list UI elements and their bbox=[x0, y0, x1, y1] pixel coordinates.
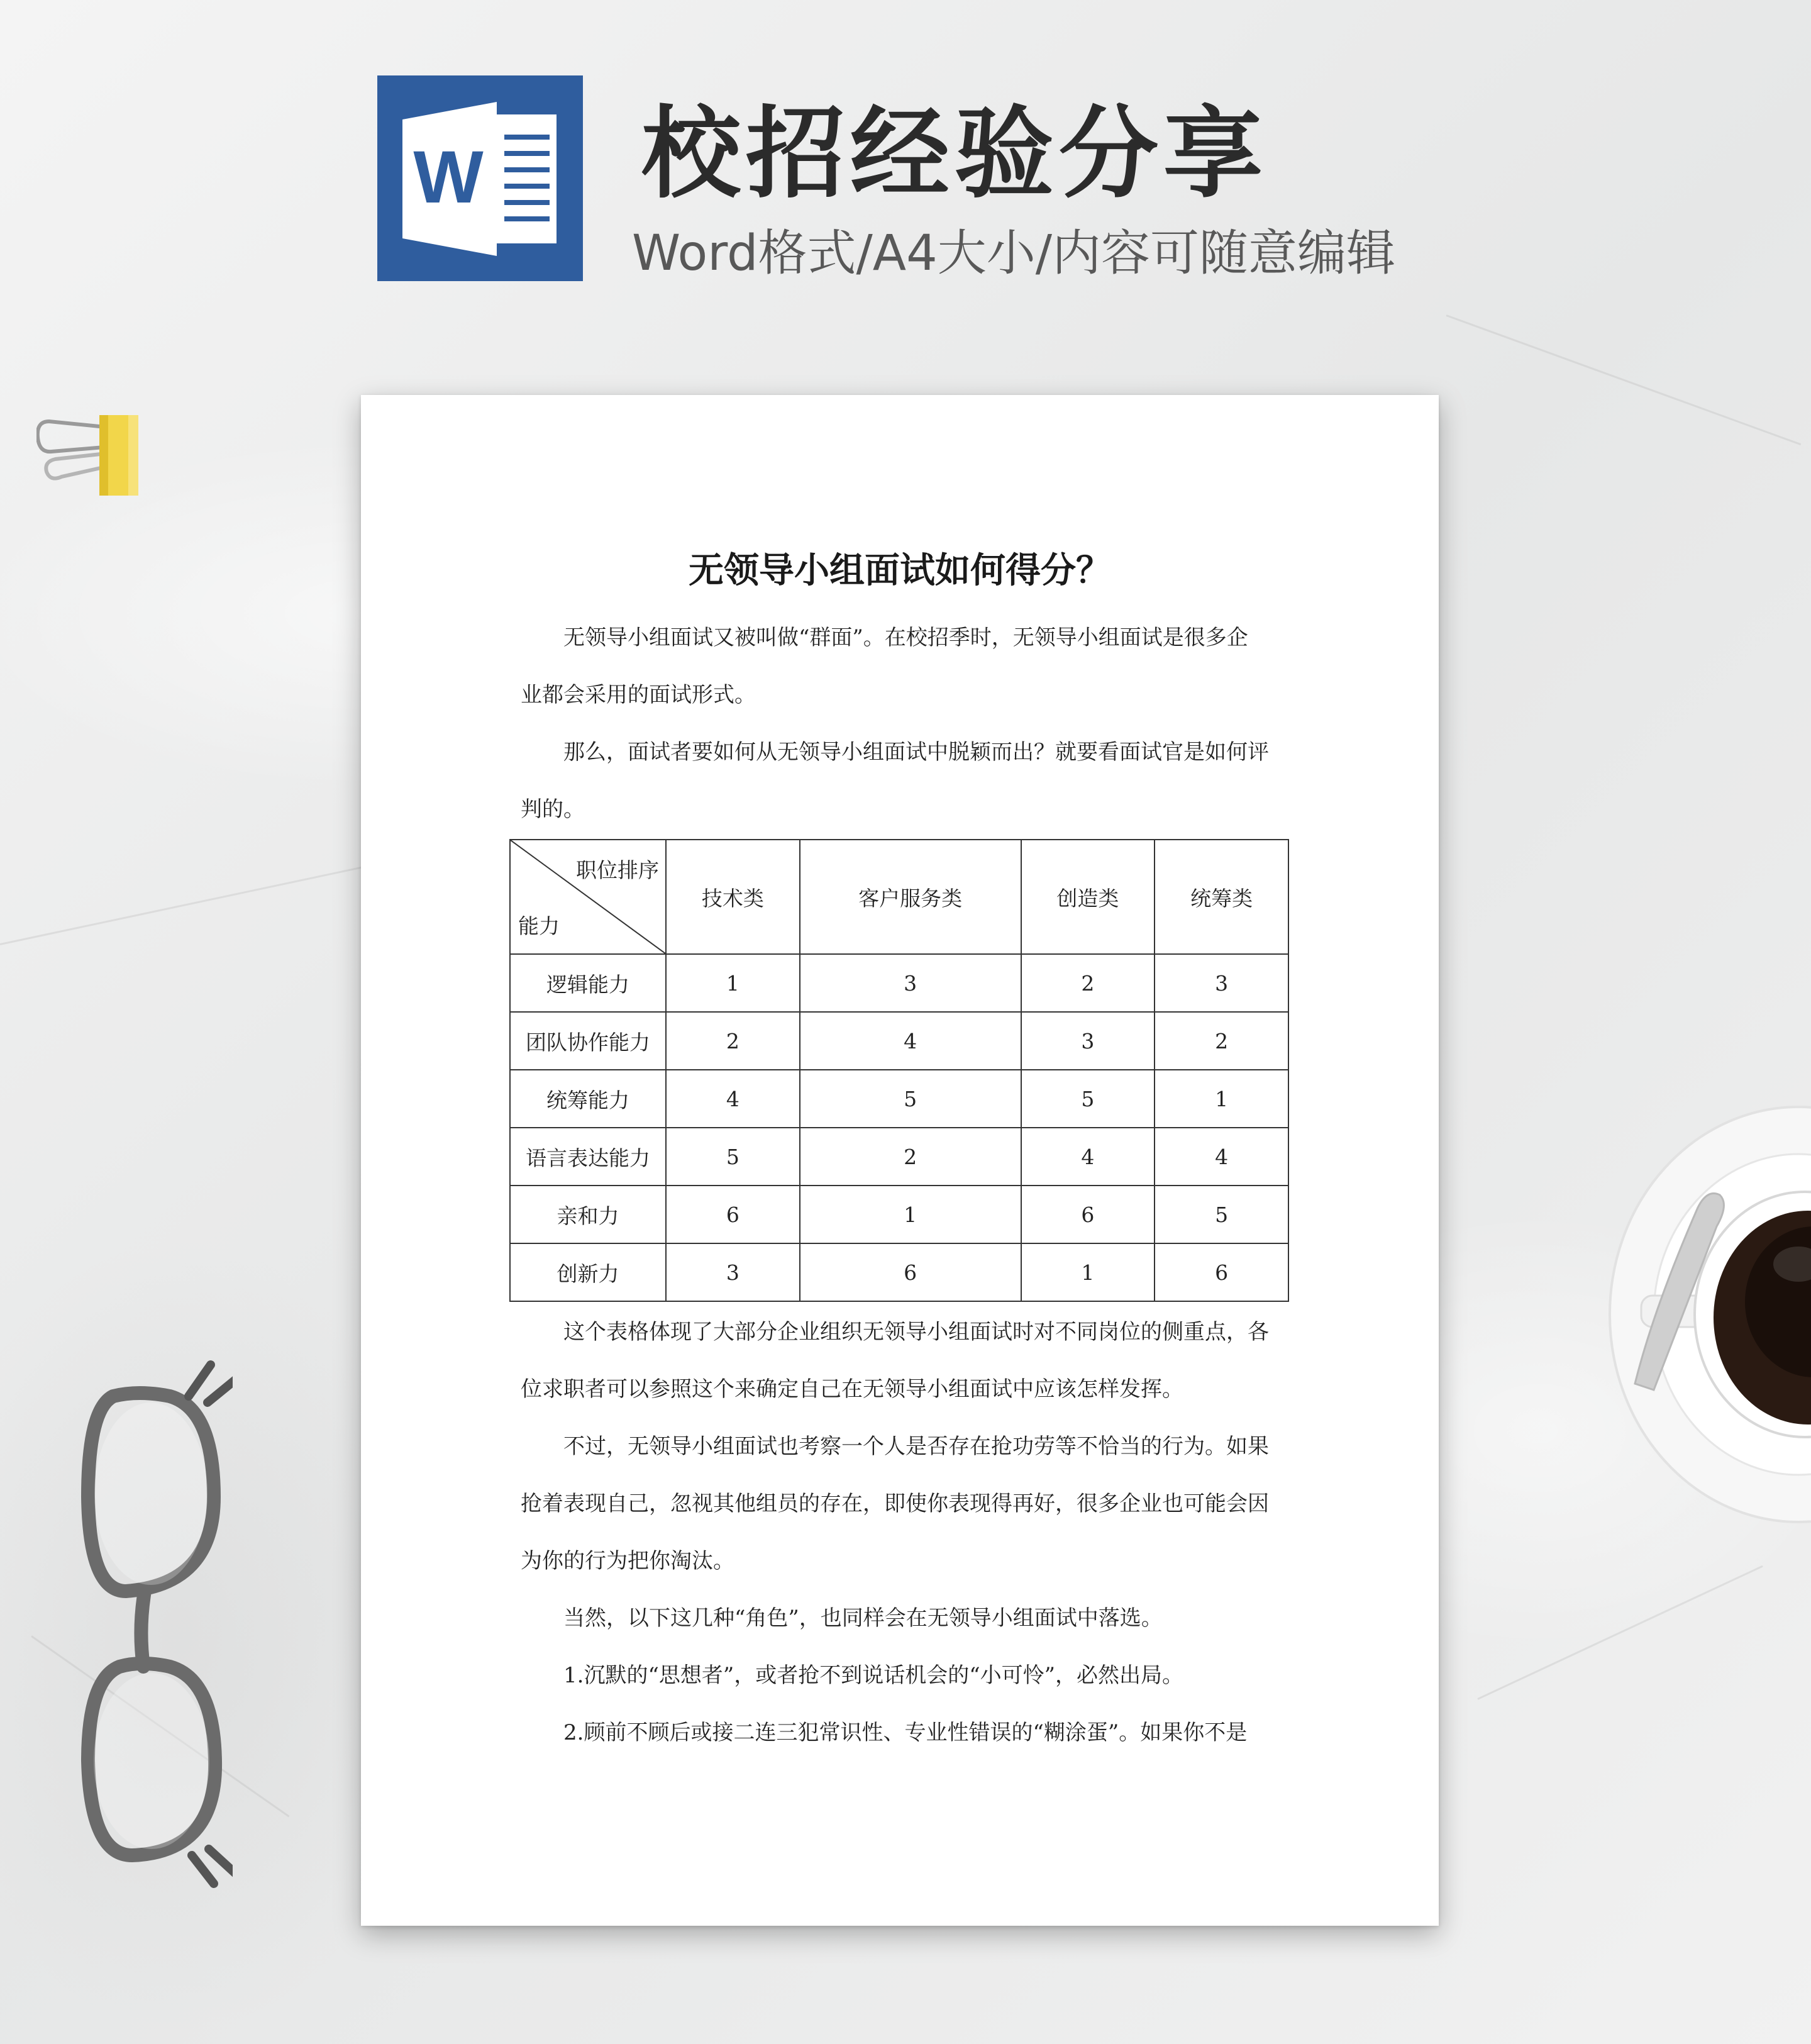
paragraph-line: 2.顾前不顾后或接二连三犯常识性、专业性错误的“糊涂蛋”。如果你不是 bbox=[563, 1720, 1248, 1745]
corner-label-position: 职位排序 bbox=[576, 858, 659, 882]
table-cell: 4 bbox=[666, 1070, 800, 1128]
row-label: 亲和力 bbox=[510, 1186, 666, 1243]
page-title: 校招经验分享 bbox=[641, 96, 1268, 212]
table-cell: 5 bbox=[1021, 1070, 1155, 1128]
paragraph-line: 抢着表现自己，忽视其他组员的存在，即使你表现得再好，很多企业也可能会因 bbox=[521, 1491, 1269, 1516]
paragraph-line: 不过，无领导小组面试也考察一个人是否存在抢功劳等不恰当的行为。如果 bbox=[563, 1434, 1269, 1459]
table-cell: 2 bbox=[1021, 954, 1155, 1012]
table-cell: 5 bbox=[1155, 1186, 1288, 1243]
table-cell: 6 bbox=[1155, 1243, 1288, 1301]
table-row bbox=[510, 1070, 1288, 1128]
table-cell: 2 bbox=[1155, 1012, 1288, 1070]
document-page bbox=[361, 395, 1439, 1926]
column-header: 技术类 bbox=[666, 840, 800, 954]
row-label: 统筹能力 bbox=[510, 1070, 666, 1128]
table-cell: 4 bbox=[800, 1012, 1021, 1070]
row-label: 逻辑能力 bbox=[510, 954, 666, 1012]
table-corner-cell bbox=[510, 840, 666, 954]
table-cell: 1 bbox=[666, 954, 800, 1012]
column-header: 创造类 bbox=[1021, 840, 1155, 954]
table-cell: 3 bbox=[1155, 954, 1288, 1012]
table-header-row bbox=[510, 840, 1288, 954]
table-cell: 5 bbox=[800, 1070, 1021, 1128]
table-cell: 6 bbox=[800, 1243, 1021, 1301]
paragraph-line: 判的。 bbox=[521, 797, 585, 822]
page-subtitle: Word格式/A4大小/内容可随意编辑 bbox=[632, 225, 1396, 282]
table-cell: 6 bbox=[1021, 1186, 1155, 1243]
paragraph-line: 为你的行为把你淘汰。 bbox=[521, 1548, 734, 1574]
paragraph-line: 那么，面试者要如何从无领导小组面试中脱颖而出？就要看面试官是如何评 bbox=[563, 740, 1269, 765]
word-document-icon bbox=[402, 102, 560, 256]
table-cell: 2 bbox=[800, 1128, 1021, 1186]
table-row bbox=[510, 1186, 1288, 1243]
row-label: 创新力 bbox=[510, 1243, 666, 1301]
row-label: 团队协作能力 bbox=[510, 1012, 666, 1070]
ability-ranking-table bbox=[509, 839, 1289, 1302]
table-row bbox=[510, 954, 1288, 1012]
column-header: 统筹类 bbox=[1155, 840, 1288, 954]
coffee-cup-icon bbox=[1597, 1101, 1811, 1528]
paragraph-line: 无领导小组面试又被叫做“群面”。在校招季时，无领导小组面试是很多企 bbox=[563, 625, 1248, 650]
table-cell: 2 bbox=[666, 1012, 800, 1070]
table-row bbox=[510, 1243, 1288, 1301]
eyeglasses-icon bbox=[69, 1352, 233, 1893]
table-row bbox=[510, 1012, 1288, 1070]
column-header: 客户服务类 bbox=[800, 840, 1021, 954]
table-row bbox=[510, 1128, 1288, 1186]
paragraph-line: 当然，以下这几种“角色”，也同样会在无领导小组面试中落选。 bbox=[563, 1606, 1163, 1631]
corner-label-ability: 能力 bbox=[518, 914, 560, 938]
table-cell: 4 bbox=[1155, 1128, 1288, 1186]
table-cell: 1 bbox=[1155, 1070, 1288, 1128]
marble-vein bbox=[1446, 314, 1801, 445]
table-cell: 5 bbox=[666, 1128, 800, 1186]
table-cell: 1 bbox=[800, 1186, 1021, 1243]
table-cell: 3 bbox=[666, 1243, 800, 1301]
row-label: 语言表达能力 bbox=[510, 1128, 666, 1186]
marble-vein bbox=[1477, 1565, 1763, 1700]
paragraph-line: 这个表格体现了大部分企业组织无领导小组面试时对不同岗位的侧重点，各 bbox=[563, 1319, 1269, 1345]
table-cell: 1 bbox=[1021, 1243, 1155, 1301]
paragraph-line: 1.沉默的“思想者”，或者抢不到说话机会的“小可怜”，必然出局。 bbox=[563, 1663, 1183, 1688]
table-cell: 3 bbox=[1021, 1012, 1155, 1070]
table-cell: 4 bbox=[1021, 1128, 1155, 1186]
word-logo-letter: W bbox=[413, 136, 484, 219]
word-app-icon bbox=[377, 75, 583, 281]
binder-clip-icon bbox=[36, 403, 150, 497]
document-title: 无领导小组面试如何得分？ bbox=[689, 550, 1111, 591]
paragraph-line: 位求职者可以参照这个来确定自己在无领导小组面试中应该怎样发挥。 bbox=[521, 1377, 1183, 1402]
table-cell: 3 bbox=[800, 954, 1021, 1012]
table-cell: 6 bbox=[666, 1186, 800, 1243]
paragraph-line: 业都会采用的面试形式。 bbox=[521, 682, 756, 708]
